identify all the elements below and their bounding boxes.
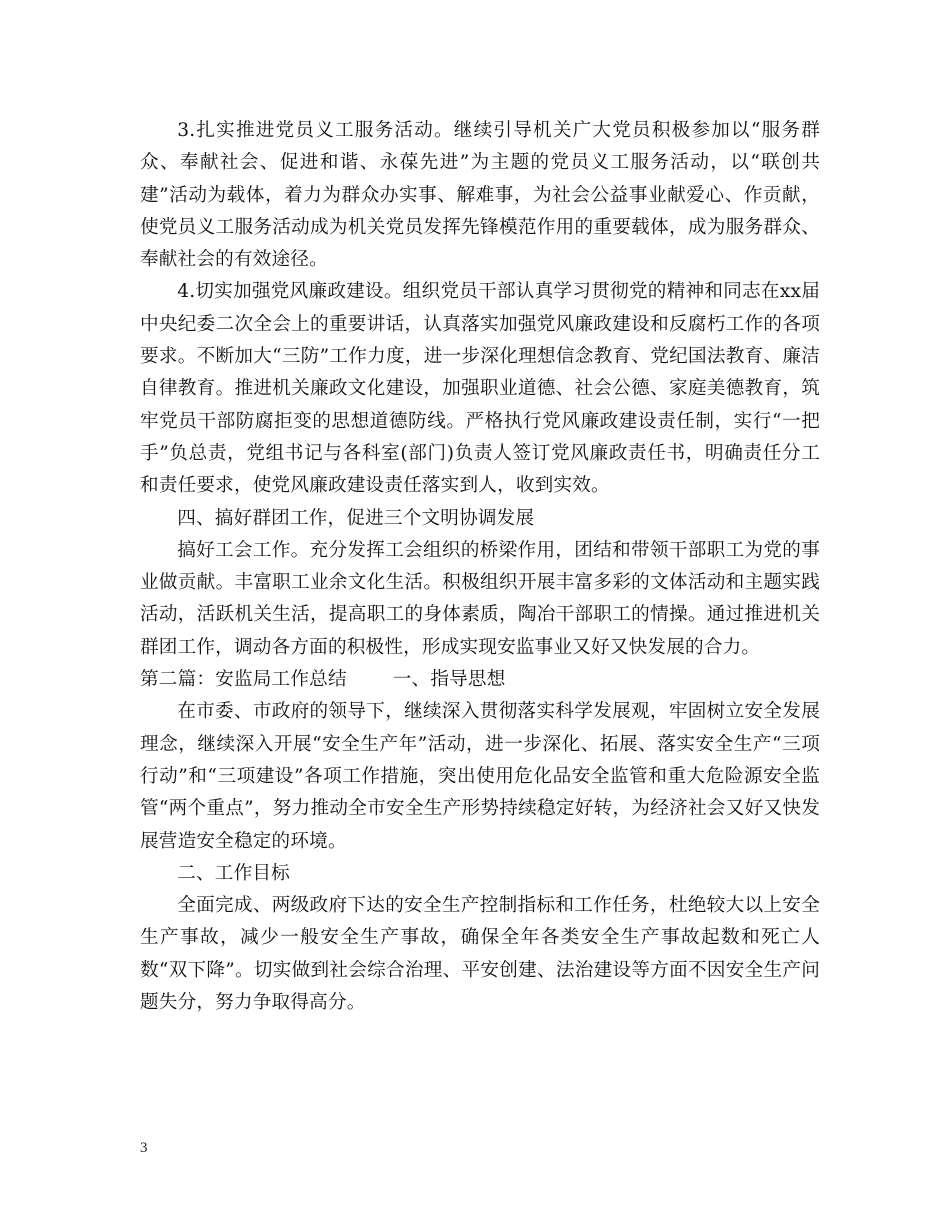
heading-mass-organization-work: 四、搞好群团工作，促进三个文明协调发展 xyxy=(177,507,535,529)
heading-work-goals: 二、工作目标 xyxy=(177,862,290,884)
paragraph-trade-union-work: 搞好工会工作。充分发挥工会组织的桥梁作用，团结和带领干部职工为党的事业做贡献。丰富职工业余文化生活。积极组织开展丰富多彩的文体活动和主题实践活动，活跃机关生活，提高职工的身体素质，陶冶干部职工的情操。通过推进机关群团工作，调动各方面的积极性，形成实现安监事业又好又快发展的合力。 xyxy=(140,539,820,658)
section-title: 第二篇：安监局工作总结 xyxy=(140,669,347,691)
section-subtitle: 一、指导思想 xyxy=(392,669,506,691)
paragraph-guiding-thought: 在市委、市政府的领导下，继续深入贯彻落实科学发展观，牢固树立安全发展理念，继续深入开展“安全生产年”活动，进一步深化、拓展、落实安全生产“三项行动”和“三项建设”各项工作措施，突出使用危化品安全监管和重大危险源安全监管“两个重点”，努力推动全市安全生产形势持续稳定好转，为经济社会又好又快发展营造安全稳定的环境。 xyxy=(140,701,820,852)
paragraph-clean-governance: 4.切实加强党风廉政建设。组织党员干部认真学习贯彻党的精神和同志在xx届中央纪委二次全会上的重要讲话，认真落实加强党风廉政建设和反腐朽工作的各项要求。不断加大“三防”工作力度，进一步深化理想信念教育、党纪国法教育、廉洁自律教育。推进机关廉政文化建设，加强职业道德、社会公德、家庭美德教育，筑牢党员干部防腐拒变的思想道德防线。严格执行党风廉政建设责任制，实行“一把手”负总责，党组书记与各科室(部门)负责人签订党风廉政责任书，明确责任分工和责任要求，使党风廉政建设责任落实到人，收到实效。 xyxy=(140,281,820,497)
paragraph-party-volunteer-service: 3.扎实推进党员义工服务活动。继续引导机关广大党员积极参加以“服务群众、奉献社会、促进和谐、永葆先进”为主题的党员义工服务活动，以“联创共建”活动为载体，着力为群众办实事、解难事，为社会公益事业献爱心、作贡献，使党员义工服务活动成为机关党员发挥先锋模范作用的重要载体，成为服务群众、奉献社会的有效途径。 xyxy=(140,120,820,271)
section-heading xyxy=(140,664,820,696)
paragraph-work-goals: 全面完成、两级政府下达的安全生产控制指标和工作任务，杜绝较大以上安全生产事故，减少一般安全生产事故，确保全年各类安全生产事故起数和死亡人数“双下降”。切实做到社会综合治理、平安创建、法治建设等方面不因安全生产问题失分，努力争取得高分。 xyxy=(140,895,820,1014)
page-number: 3 xyxy=(140,1140,148,1156)
document-body xyxy=(140,115,820,1019)
